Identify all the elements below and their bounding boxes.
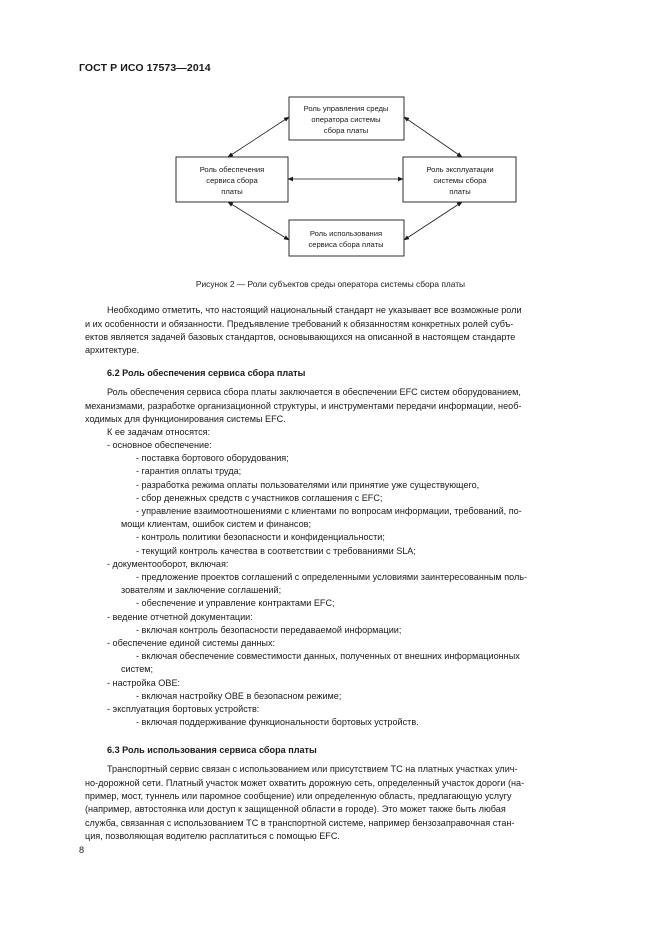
task-list-item: - основное обеспечение:: [107, 440, 212, 450]
arrow-right-bottom: [404, 202, 462, 240]
task-list-item: - контроль политики безопасности и конфиденциальности;: [136, 532, 385, 543]
s63-para-line-6: ция, позволяющая водителю расплатиться с помощью EFC.: [85, 831, 340, 841]
s62-para-line-1: Роль обеспечения сервиса сбора платы заключается в обеспечении EFC систем оборудованием,: [107, 387, 521, 397]
top-box-line-2: оператора системы: [311, 115, 381, 124]
task-list-item: - управление взаимоотношениями с клиентами по вопросам информации, требований, по-: [136, 506, 522, 516]
right-box-line-2: системы сбора: [433, 176, 487, 185]
arrow-top-right: [404, 117, 462, 157]
task-list-item: - разработка режима оплаты пользователями или принятие уже существующего,: [136, 479, 480, 490]
figure-caption: Рисунок 2 — Роли субъектов среды оператора системы сбора платы: [195, 279, 466, 289]
right-box-line-1: Роль эксплуатации: [426, 165, 494, 174]
task-list-item: - обеспечение единой системы данных:: [107, 638, 276, 648]
task-list-item: - настройка OBE:: [107, 677, 181, 688]
section-6-2-heading: 6.2 Роль обеспечения сервиса сбора платы: [107, 368, 306, 378]
s62-para-line-3: ходимых для функционирования системы EFC.: [85, 414, 286, 424]
task-list-item: - включая контроль безопасности передаваемой информации;: [136, 624, 402, 635]
task-list-item: систем;: [121, 664, 154, 675]
section-6-3-heading: 6.3 Роль использования сервиса сбора платы: [107, 745, 317, 755]
task-list-item: - включая настройку OBE в безопасном режиме;: [136, 690, 342, 701]
task-list-item: - ведение отчетной документации:: [107, 611, 253, 622]
s63-para-line-4: (например, автостоянка или доступ к защищенной области в городе). Это может также быть любая: [85, 804, 506, 814]
arrow-left-bottom: [228, 202, 289, 240]
s63-para-line-2: но-дорожной сети. Платный участок может охватить дорожную сеть, определенный участок дороги (на-: [85, 778, 525, 788]
s63-para-line-3: пример, мост, туннель или паромное сообщение) или определенную область, предлагающую услугу: [85, 791, 512, 801]
task-list-item: - сбор денежных средств с участников соглашения с EFC;: [136, 492, 383, 503]
top-box-line-1: Роль управления среды: [303, 104, 389, 113]
bottom-box-line-1: Роль использования: [309, 229, 383, 238]
left-box-line-1: Роль обеспечения: [199, 165, 265, 174]
s63-para-line-5: служба, связанная с использованием ТС в транспортной системе, например бензозаправочная стан-: [85, 818, 515, 828]
task-list-item: - включая поддерживание функциональности бортовых устройств.: [136, 717, 419, 728]
intro-line-3: ектов является задачей базовых стандартов, основывающихся на описанной в настоящем стандарте: [85, 332, 516, 342]
task-list-item: - эксплуатация бортовых устройств:: [107, 704, 260, 714]
left-box-line-3: платы: [221, 187, 243, 196]
arrow-top-left: [228, 117, 289, 157]
intro-line-2: и их особенности и обязанности. Предъявление требований к обязанностям конкретных ролей субъ-: [85, 319, 514, 329]
task-list-item: - обеспечение и управление контрактами EFC;: [136, 598, 335, 609]
right-box-line-3: платы: [449, 187, 471, 196]
document-header: ГОСТ Р ИСО 17573—2014: [79, 62, 211, 74]
task-list-item: - включая обеспечение совместимости данных, полученных от внешних информационных: [136, 651, 520, 662]
task-list-item: - текущий контроль качества в соответствии с требованиями SLA;: [136, 545, 416, 556]
task-list-item: - гарантия оплаты труда;: [136, 466, 242, 477]
intro-line-4: архитектуре.: [85, 345, 140, 355]
task-list-item: - поставка бортового оборудования;: [136, 453, 289, 464]
bottom-box-line-2: сервиса сбора платы: [308, 240, 384, 249]
left-box-line-2: сервиса сбора: [206, 176, 258, 185]
diagram-box-bottom: [289, 220, 404, 256]
task-list-item: - предложение проектов соглашений с определенными условиями заинтересованным поль-: [136, 572, 528, 582]
top-box-line-3: сбора платы: [323, 126, 369, 135]
task-list-item: зователям и заключение соглашений;: [121, 585, 282, 596]
s62-tasks-intro: К ее задачам относятся:: [107, 427, 211, 437]
s62-para-line-2: механизмами, разработке организационной структуры, и инструментами передачи информации, необ-: [85, 401, 522, 411]
s63-para-line-1: Транспортный сервис связан с использованием или присутствием ТС на платных участках улич-: [107, 764, 518, 774]
task-list-item: - документооборот, включая:: [107, 558, 229, 569]
task-list-item: мощи клиентам, ошибок систем и финансов;: [121, 519, 311, 530]
intro-line-1: Необходимо отметить, что настоящий национальный стандарт не указывает все возможные роли: [107, 305, 522, 315]
page-number: 8: [79, 845, 85, 855]
